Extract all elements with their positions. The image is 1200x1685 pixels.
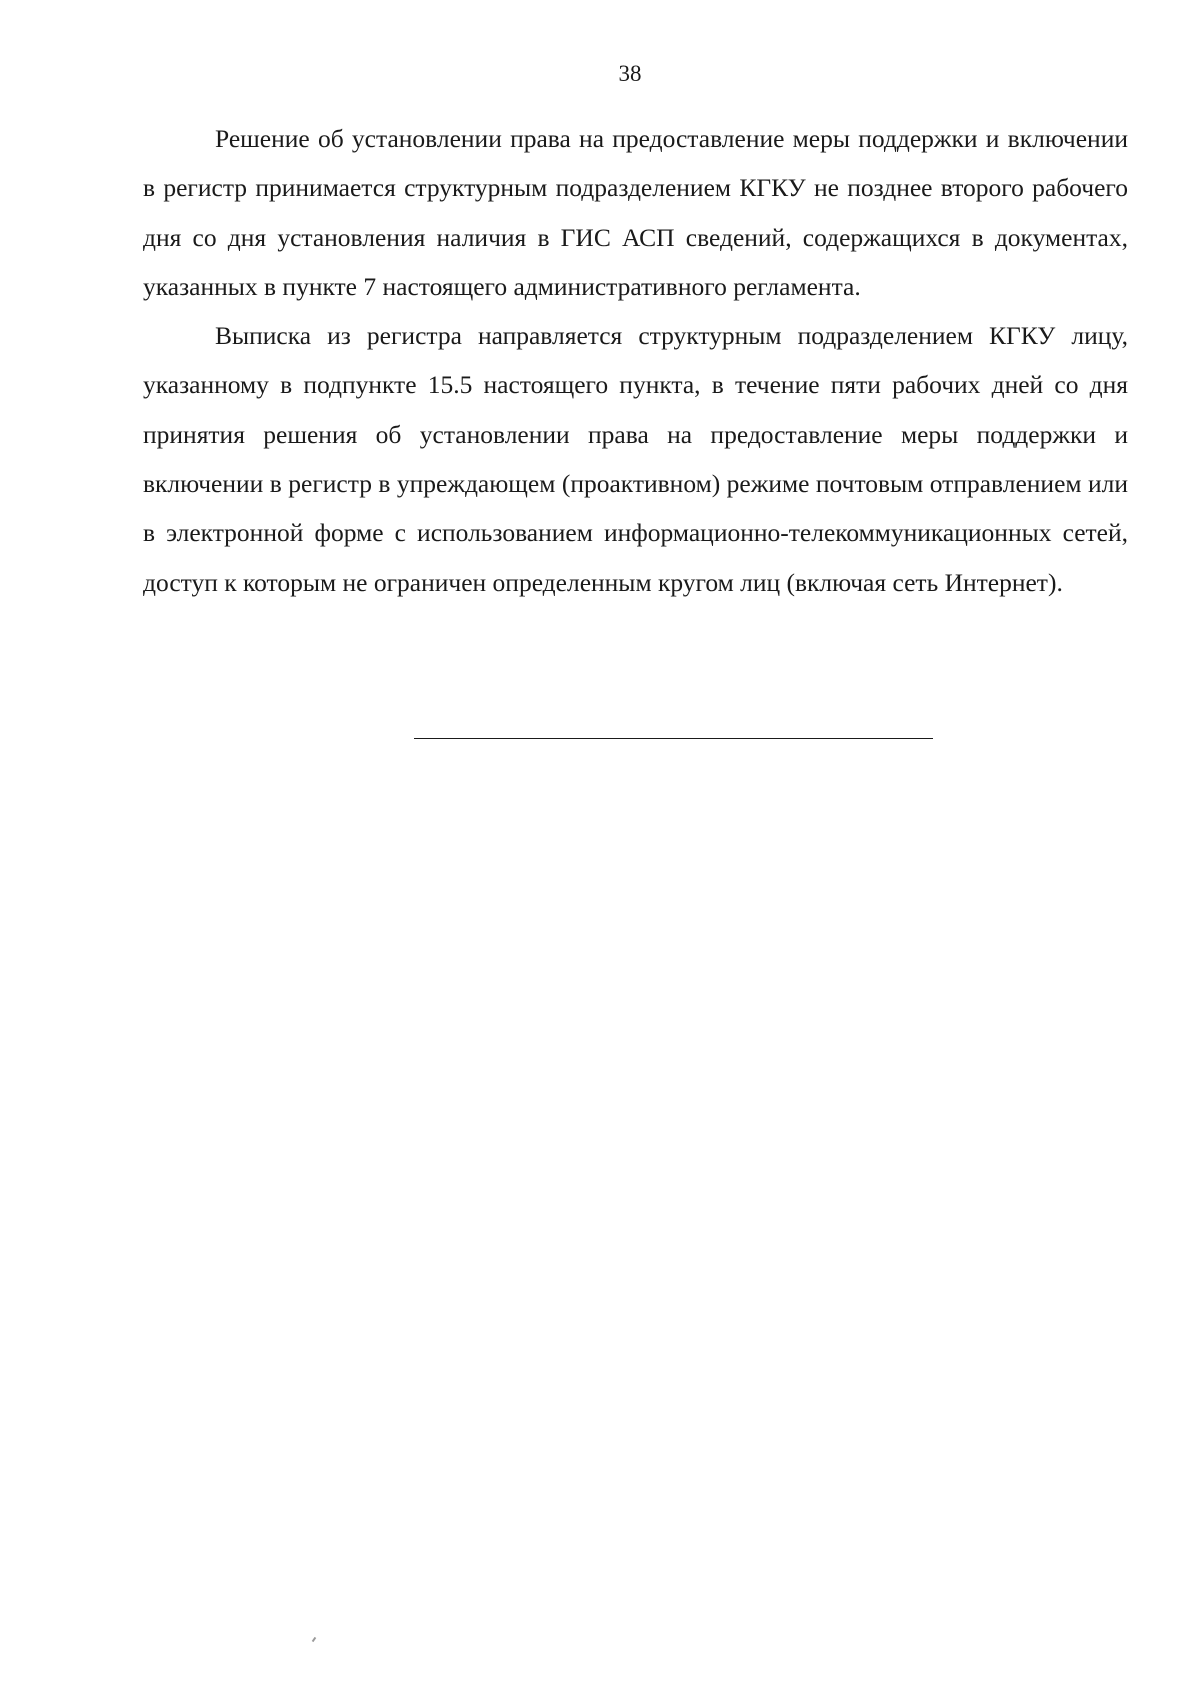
document-body	[143, 114, 1128, 607]
scan-artifact	[312, 1637, 317, 1642]
paragraph-decision: Решение об установлении права на предоставление меры поддержки и включении в регистр принимается структурным подразделением КГКУ не позднее второго рабочего дня со дня установления наличия в ГИС АСП сведений, содержащихся в документах, указанных в пункте 7 настоящего административного регламента.	[143, 124, 1128, 301]
paragraph-register-extract: Выписка из регистра направляется структурным подразделением КГКУ лицу, указанному в подпункте 15.5 настоящего пункта, в течение пяти рабочих дней со дня принятия решения об установлении права на предоставление меры поддержки и включении в регистр в упреждающем (проактивном) режиме почтовым отправлением или в электронной форме с использованием информационно-телекоммуникационных сетей, доступ к которым не ограничен определенным кругом лиц (включая сеть Интернет).	[143, 321, 1128, 597]
page-number: 38	[618, 61, 642, 86]
end-of-text-rule	[414, 738, 933, 739]
